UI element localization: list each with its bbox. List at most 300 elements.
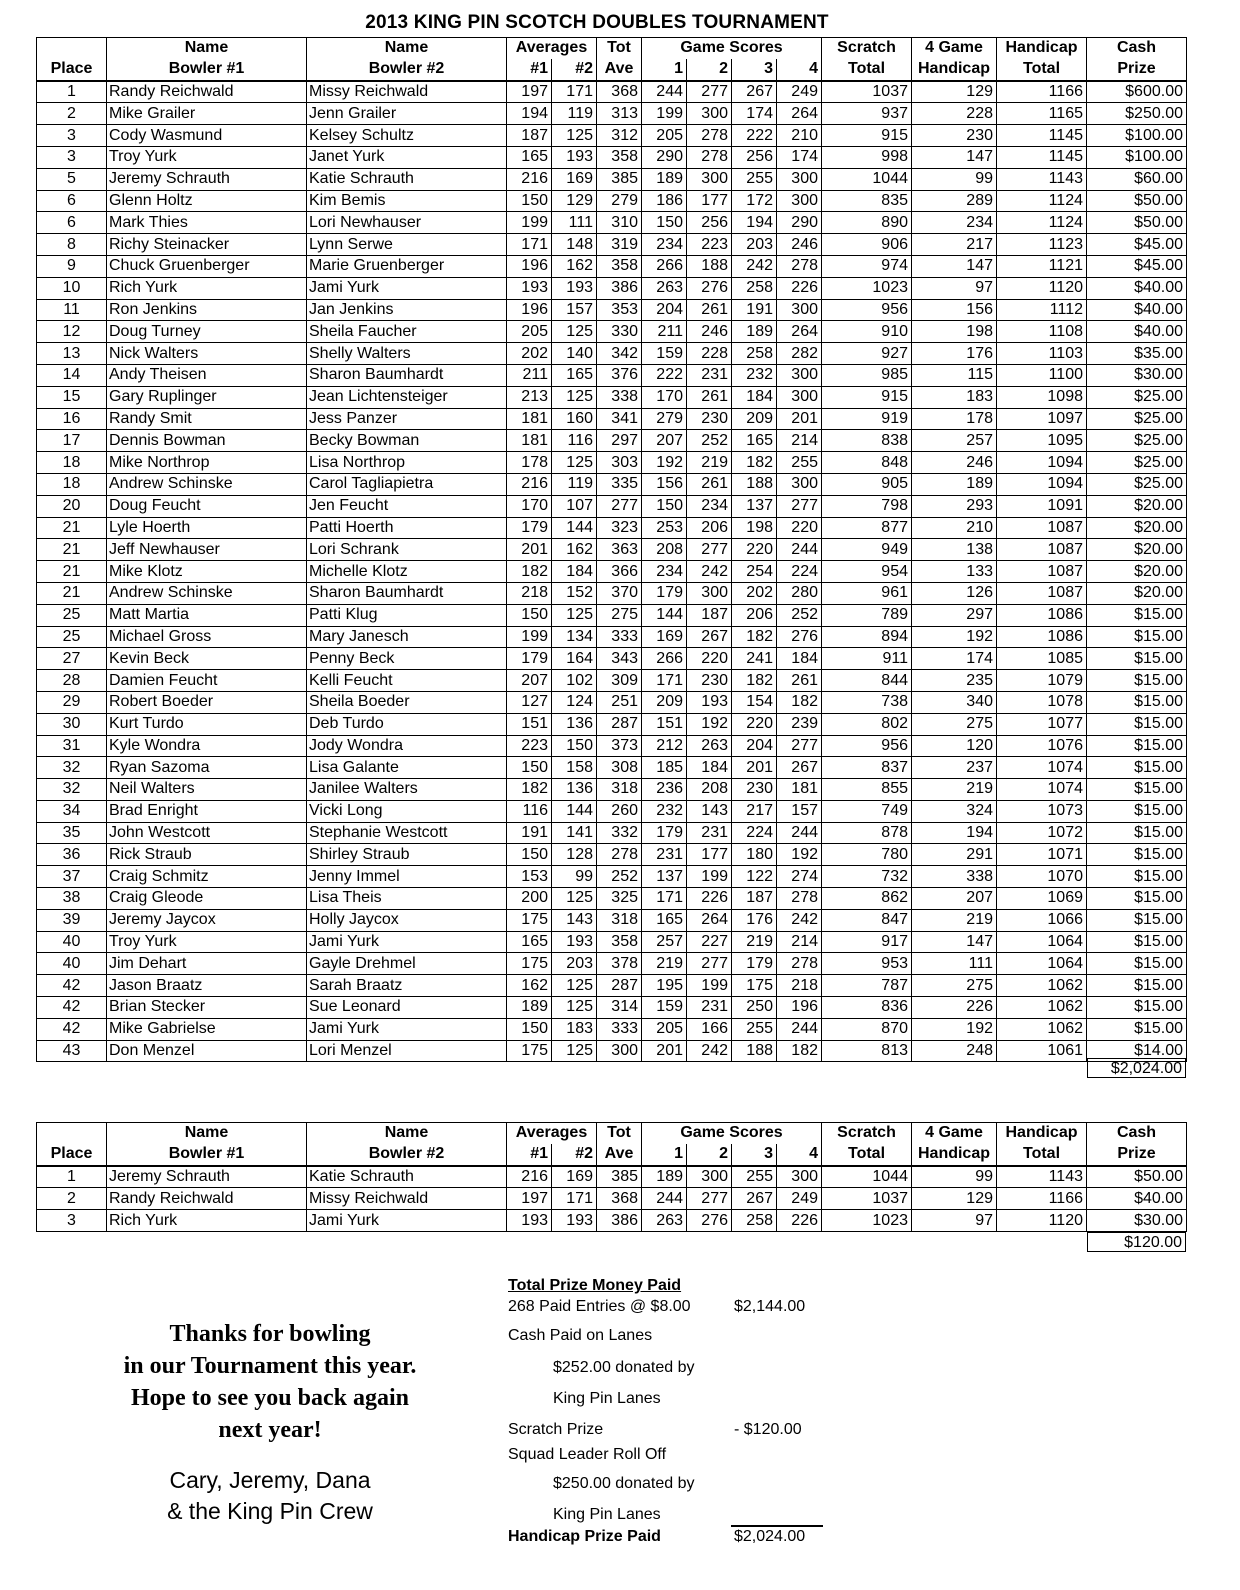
header-averages: Averages <box>507 38 597 59</box>
cell-place: 1 <box>37 81 107 103</box>
cell-bowler1: Jeremy Jaycox <box>107 909 307 931</box>
cell-place: 5 <box>37 168 107 190</box>
cell-tot-ave: 312 <box>597 125 642 147</box>
cell-cash-prize: $15.00 <box>1087 757 1187 779</box>
cell-place: 2 <box>37 103 107 125</box>
cell-handicap-total: 1124 <box>997 212 1087 234</box>
handicap-total-box: $2,024.00 <box>1087 1058 1186 1078</box>
cell-avg2: 125 <box>552 452 597 474</box>
cell-game2: 300 <box>687 1166 732 1188</box>
cell-four-game-handicap: 237 <box>912 757 997 779</box>
cell-game2: 261 <box>687 299 732 321</box>
cell-game3: 198 <box>732 517 777 539</box>
cell-avg2: 99 <box>552 866 597 888</box>
cell-scratch-total: 878 <box>822 822 912 844</box>
header-cash: Cash <box>1087 1123 1187 1144</box>
cell-place: 18 <box>37 473 107 495</box>
cell-scratch-total: 953 <box>822 953 912 975</box>
cell-game3: 188 <box>732 473 777 495</box>
cell-game4: 300 <box>777 1166 822 1188</box>
cell-place: 9 <box>37 255 107 277</box>
cell-avg1: 162 <box>507 975 552 997</box>
cell-avg1: 197 <box>507 81 552 103</box>
table-row <box>37 909 1187 931</box>
cell-handicap-total: 1085 <box>997 648 1087 670</box>
cell-game1: 137 <box>642 866 687 888</box>
cell-avg2: 116 <box>552 430 597 452</box>
cell-game2: 223 <box>687 234 732 256</box>
cell-place: 21 <box>37 517 107 539</box>
cell-bowler1: Rich Yurk <box>107 1210 307 1232</box>
cell-bowler2: Jami Yurk <box>307 277 507 299</box>
cell-game1: 257 <box>642 931 687 953</box>
thanks-line: next year! <box>218 1417 322 1443</box>
cell-avg1: 216 <box>507 1166 552 1188</box>
cell-avg2: 102 <box>552 670 597 692</box>
cell-handicap-total: 1094 <box>997 473 1087 495</box>
cell-scratch-total: 956 <box>822 299 912 321</box>
cell-game3: 201 <box>732 757 777 779</box>
table-row <box>37 1188 1187 1210</box>
cell-bowler1: Jim Dehart <box>107 953 307 975</box>
table-row <box>37 277 1187 299</box>
cell-bowler2: Lori Newhauser <box>307 212 507 234</box>
cell-game4: 282 <box>777 343 822 365</box>
cell-avg2: 158 <box>552 757 597 779</box>
cell-four-game-handicap: 324 <box>912 800 997 822</box>
cell-tot-ave: 277 <box>597 495 642 517</box>
cell-game1: 195 <box>642 975 687 997</box>
cell-game2: 184 <box>687 757 732 779</box>
cell-scratch-total: 1037 <box>822 81 912 103</box>
cell-bowler1: Jeff Newhauser <box>107 539 307 561</box>
cell-avg2: 171 <box>552 81 597 103</box>
cell-game1: 266 <box>642 255 687 277</box>
table-row <box>37 190 1187 212</box>
cell-bowler2: Lori Schrank <box>307 539 507 561</box>
header-prize: Prize <box>1087 59 1187 81</box>
header-avg2: #2 <box>552 1144 597 1166</box>
cell-handicap-total: 1120 <box>997 277 1087 299</box>
cell-bowler1: Cody Wasmund <box>107 125 307 147</box>
cell-scratch-total: 937 <box>822 103 912 125</box>
cell-handicap-total: 1064 <box>997 953 1087 975</box>
table-row <box>37 364 1187 386</box>
summary-handicap-amount: $2,024.00 <box>734 1528 806 1545</box>
cell-bowler2: Jami Yurk <box>307 1210 507 1232</box>
cell-game2: 278 <box>687 146 732 168</box>
cell-scratch-total: 738 <box>822 691 912 713</box>
cell-game1: 205 <box>642 125 687 147</box>
cell-handicap-total: 1098 <box>997 386 1087 408</box>
cell-game1: 263 <box>642 1210 687 1232</box>
cell-cash-prize: $40.00 <box>1087 1188 1187 1210</box>
cell-four-game-handicap: 129 <box>912 1188 997 1210</box>
cell-tot-ave: 385 <box>597 168 642 190</box>
cell-game3: 255 <box>732 1018 777 1040</box>
cell-avg2: 148 <box>552 234 597 256</box>
cell-handicap-total: 1145 <box>997 146 1087 168</box>
cell-scratch-total: 1023 <box>822 1210 912 1232</box>
cell-game3: 220 <box>732 539 777 561</box>
cell-four-game-handicap: 207 <box>912 888 997 910</box>
cell-cash-prize: $50.00 <box>1087 190 1187 212</box>
cell-avg2: 136 <box>552 779 597 801</box>
cell-scratch-total: 906 <box>822 234 912 256</box>
cell-avg1: 153 <box>507 866 552 888</box>
cell-game4: 300 <box>777 386 822 408</box>
table-row <box>37 255 1187 277</box>
cell-bowler1: Troy Yurk <box>107 146 307 168</box>
table-row <box>37 234 1187 256</box>
header-scratch: Scratch <box>822 1123 912 1144</box>
cell-cash-prize: $15.00 <box>1087 626 1187 648</box>
cell-game2: 208 <box>687 779 732 801</box>
cell-cash-prize: $20.00 <box>1087 517 1187 539</box>
cell-game2: 177 <box>687 190 732 212</box>
cell-scratch-total: 836 <box>822 997 912 1019</box>
cell-avg2: 193 <box>552 931 597 953</box>
cell-scratch-total: 911 <box>822 648 912 670</box>
header-handicap-total: Handicap <box>997 1123 1087 1144</box>
cell-scratch-total: 870 <box>822 1018 912 1040</box>
cell-handicap-total: 1073 <box>997 800 1087 822</box>
cell-game3: 222 <box>732 125 777 147</box>
cell-scratch-total: 1044 <box>822 168 912 190</box>
cell-game1: 231 <box>642 844 687 866</box>
summary-scratch-amount: - $120.00 <box>734 1421 802 1438</box>
cell-four-game-handicap: 228 <box>912 103 997 125</box>
cell-handicap-total: 1087 <box>997 561 1087 583</box>
cell-game3: 187 <box>732 888 777 910</box>
cell-game1: 156 <box>642 473 687 495</box>
cell-game4: 278 <box>777 953 822 975</box>
cell-scratch-total: 998 <box>822 146 912 168</box>
cell-game3: 258 <box>732 277 777 299</box>
cell-game2: 192 <box>687 713 732 735</box>
cell-bowler2: Deb Turdo <box>307 713 507 735</box>
cell-place: 15 <box>37 386 107 408</box>
cell-scratch-total: 915 <box>822 125 912 147</box>
cell-four-game-handicap: 234 <box>912 212 997 234</box>
header-name1: Name <box>107 38 307 59</box>
header-scratch: Scratch <box>822 38 912 59</box>
cell-scratch-total: 787 <box>822 975 912 997</box>
cell-game2: 230 <box>687 408 732 430</box>
cell-game2: 300 <box>687 168 732 190</box>
cell-place: 25 <box>37 626 107 648</box>
header-cash: Cash <box>1087 38 1187 59</box>
header-avg1: #1 <box>507 1144 552 1166</box>
cell-game1: 179 <box>642 822 687 844</box>
table-row <box>37 626 1187 648</box>
cell-game4: 278 <box>777 255 822 277</box>
cell-scratch-total: 813 <box>822 1040 912 1062</box>
cell-game2: 276 <box>687 1210 732 1232</box>
cell-bowler1: Dennis Bowman <box>107 430 307 452</box>
cell-game3: 184 <box>732 386 777 408</box>
cell-tot-ave: 300 <box>597 1040 642 1062</box>
scratch-total-box: $120.00 <box>1087 1232 1186 1252</box>
cell-game2: 231 <box>687 997 732 1019</box>
cell-scratch-total: 917 <box>822 931 912 953</box>
cell-place: 13 <box>37 343 107 365</box>
cell-game2: 188 <box>687 255 732 277</box>
cell-tot-ave: 318 <box>597 909 642 931</box>
cell-scratch-total: 780 <box>822 844 912 866</box>
cell-scratch-total: 1023 <box>822 277 912 299</box>
cell-game4: 264 <box>777 321 822 343</box>
cell-avg1: 196 <box>507 255 552 277</box>
cell-game2: 256 <box>687 212 732 234</box>
cell-game3: 255 <box>732 1166 777 1188</box>
cell-avg2: 107 <box>552 495 597 517</box>
cell-tot-ave: 310 <box>597 212 642 234</box>
cell-scratch-total: 855 <box>822 779 912 801</box>
cell-game2: 277 <box>687 953 732 975</box>
cell-tot-ave: 333 <box>597 626 642 648</box>
cell-tot-ave: 251 <box>597 691 642 713</box>
cell-handicap-total: 1143 <box>997 168 1087 190</box>
table-row <box>37 408 1187 430</box>
cell-cash-prize: $100.00 <box>1087 146 1187 168</box>
table-row <box>37 822 1187 844</box>
cell-game3: 256 <box>732 146 777 168</box>
summary-donor-1: King Pin Lanes <box>553 1390 661 1407</box>
cell-handicap-total: 1108 <box>997 321 1087 343</box>
cell-game2: 234 <box>687 495 732 517</box>
cell-four-game-handicap: 174 <box>912 648 997 670</box>
cell-game3: 182 <box>732 670 777 692</box>
header-total: Total <box>997 1144 1087 1166</box>
cell-avg2: 183 <box>552 1018 597 1040</box>
cell-place: 31 <box>37 735 107 757</box>
cell-bowler2: Lisa Theis <box>307 888 507 910</box>
cell-tot-ave: 368 <box>597 81 642 103</box>
cell-tot-ave: 318 <box>597 779 642 801</box>
cell-avg1: 150 <box>507 1018 552 1040</box>
cell-four-game-handicap: 189 <box>912 473 997 495</box>
table-row <box>37 866 1187 888</box>
cell-game2: 166 <box>687 1018 732 1040</box>
cell-tot-ave: 260 <box>597 800 642 822</box>
cell-avg1: 179 <box>507 517 552 539</box>
cell-cash-prize: $35.00 <box>1087 343 1187 365</box>
cell-bowler2: Stephanie Westcott <box>307 822 507 844</box>
table-row <box>37 670 1187 692</box>
cell-four-game-handicap: 275 <box>912 975 997 997</box>
cell-cash-prize: $20.00 <box>1087 561 1187 583</box>
cell-handicap-total: 1100 <box>997 364 1087 386</box>
header-bowler1: Bowler #1 <box>107 1144 307 1166</box>
cell-place: 29 <box>37 691 107 713</box>
cell-tot-ave: 353 <box>597 299 642 321</box>
cell-game4: 274 <box>777 866 822 888</box>
cell-bowler2: Kelli Feucht <box>307 670 507 692</box>
header-bowler2: Bowler #2 <box>307 59 507 81</box>
cell-place: 1 <box>37 1166 107 1188</box>
cell-bowler2: Sheila Boeder <box>307 691 507 713</box>
cell-bowler2: Sarah Braatz <box>307 975 507 997</box>
cell-four-game-handicap: 156 <box>912 299 997 321</box>
cell-handicap-total: 1166 <box>997 1188 1087 1210</box>
cell-game1: 192 <box>642 452 687 474</box>
cell-place: 18 <box>37 452 107 474</box>
header-name2: Name <box>307 38 507 59</box>
cell-bowler1: Neil Walters <box>107 779 307 801</box>
cell-game3: 258 <box>732 1210 777 1232</box>
cell-bowler1: Kyle Wondra <box>107 735 307 757</box>
cell-game1: 205 <box>642 1018 687 1040</box>
cell-bowler1: Andy Theisen <box>107 364 307 386</box>
cell-tot-ave: 279 <box>597 190 642 212</box>
cell-tot-ave: 342 <box>597 343 642 365</box>
table-row <box>37 800 1187 822</box>
cell-cash-prize: $45.00 <box>1087 234 1187 256</box>
cell-place: 3 <box>37 125 107 147</box>
cell-handicap-total: 1062 <box>997 1018 1087 1040</box>
cell-four-game-handicap: 192 <box>912 626 997 648</box>
cell-handicap-total: 1074 <box>997 779 1087 801</box>
cell-avg1: 187 <box>507 125 552 147</box>
cell-game3: 224 <box>732 822 777 844</box>
cell-avg2: 119 <box>552 103 597 125</box>
cell-tot-ave: 314 <box>597 997 642 1019</box>
cell-avg2: 164 <box>552 648 597 670</box>
cell-bowler2: Shelly Walters <box>307 343 507 365</box>
cell-avg1: 199 <box>507 212 552 234</box>
cell-scratch-total: 838 <box>822 430 912 452</box>
cell-bowler2: Jenn Grailer <box>307 103 507 125</box>
cell-game1: 219 <box>642 953 687 975</box>
header-total: Total <box>997 59 1087 81</box>
cell-game2: 187 <box>687 604 732 626</box>
cell-handicap-total: 1123 <box>997 234 1087 256</box>
cell-game2: 143 <box>687 800 732 822</box>
cell-scratch-total: 802 <box>822 713 912 735</box>
crew-line: Cary, Jeremy, Dana <box>169 1467 371 1493</box>
cell-four-game-handicap: 275 <box>912 713 997 735</box>
cell-tot-ave: 309 <box>597 670 642 692</box>
cell-four-game-handicap: 97 <box>912 277 997 299</box>
cell-avg1: 150 <box>507 190 552 212</box>
header-game1: 1 <box>642 1144 687 1166</box>
cell-game1: 244 <box>642 81 687 103</box>
cell-bowler1: Ryan Sazoma <box>107 757 307 779</box>
cell-place: 42 <box>37 1018 107 1040</box>
cell-cash-prize: $15.00 <box>1087 735 1187 757</box>
header-game-scores: Game Scores <box>642 1123 822 1144</box>
cell-bowler2: Holly Jaycox <box>307 909 507 931</box>
cell-bowler2: Penny Beck <box>307 648 507 670</box>
cell-game1: 234 <box>642 561 687 583</box>
cell-bowler2: Jan Jenkins <box>307 299 507 321</box>
header-avg2: #2 <box>552 59 597 81</box>
cell-avg1: 175 <box>507 1040 552 1062</box>
summary-entries: 268 Paid Entries @ $8.00 <box>508 1298 691 1315</box>
cell-place: 12 <box>37 321 107 343</box>
cell-game3: 172 <box>732 190 777 212</box>
cell-game3: 267 <box>732 1188 777 1210</box>
cell-game4: 300 <box>777 473 822 495</box>
header-row-2 <box>37 1144 1187 1166</box>
cell-game1: 170 <box>642 386 687 408</box>
cell-game2: 267 <box>687 626 732 648</box>
cell-game4: 220 <box>777 517 822 539</box>
table-row <box>37 452 1187 474</box>
cell-game1: 171 <box>642 670 687 692</box>
cell-four-game-handicap: 226 <box>912 997 997 1019</box>
cell-bowler1: Gary Ruplinger <box>107 386 307 408</box>
header-scratch-total: Total <box>822 1144 912 1166</box>
cell-place: 34 <box>37 800 107 822</box>
cell-place: 21 <box>37 561 107 583</box>
cell-scratch-total: 1037 <box>822 1188 912 1210</box>
cell-game3: 122 <box>732 866 777 888</box>
summary-entries-amount: $2,144.00 <box>734 1298 806 1315</box>
header-ave: Ave <box>597 1144 642 1166</box>
cell-game2: 206 <box>687 517 732 539</box>
cell-tot-ave: 343 <box>597 648 642 670</box>
cell-avg1: 193 <box>507 1210 552 1232</box>
cell-avg1: 150 <box>507 604 552 626</box>
table-row <box>37 212 1187 234</box>
header-row-1 <box>37 38 1187 59</box>
cell-avg1: 182 <box>507 561 552 583</box>
cell-cash-prize: $15.00 <box>1087 844 1187 866</box>
cell-game1: 159 <box>642 343 687 365</box>
cell-game2: 300 <box>687 582 732 604</box>
cell-cash-prize: $40.00 <box>1087 321 1187 343</box>
header-place <box>37 1123 107 1144</box>
table-row <box>37 713 1187 735</box>
cell-avg1: 213 <box>507 386 552 408</box>
cell-place: 39 <box>37 909 107 931</box>
cell-game1: 171 <box>642 888 687 910</box>
cell-game3: 191 <box>732 299 777 321</box>
table-row <box>37 1018 1187 1040</box>
cell-bowler1: Brad Enright <box>107 800 307 822</box>
cell-bowler1: Mike Gabrielse <box>107 1018 307 1040</box>
cell-game4: 242 <box>777 909 822 931</box>
thanks-line: Thanks for bowling <box>169 1321 371 1347</box>
cell-avg1: 199 <box>507 626 552 648</box>
cell-tot-ave: 308 <box>597 757 642 779</box>
cell-handicap-total: 1091 <box>997 495 1087 517</box>
cell-tot-ave: 325 <box>597 888 642 910</box>
cell-game2: 219 <box>687 452 732 474</box>
cell-game3: 267 <box>732 81 777 103</box>
crew-signature <box>120 1465 420 1527</box>
header-handicap: Handicap <box>912 1144 997 1166</box>
cell-game3: 180 <box>732 844 777 866</box>
cell-game4: 290 <box>777 212 822 234</box>
cell-game3: 217 <box>732 800 777 822</box>
cell-game1: 186 <box>642 190 687 212</box>
cell-game3: 194 <box>732 212 777 234</box>
cell-bowler2: Kim Bemis <box>307 190 507 212</box>
cell-cash-prize: $25.00 <box>1087 430 1187 452</box>
cell-game2: 261 <box>687 386 732 408</box>
table-row <box>37 582 1187 604</box>
cell-scratch-total: 956 <box>822 735 912 757</box>
header-tot: Tot <box>597 1123 642 1144</box>
cell-cash-prize: $15.00 <box>1087 1018 1187 1040</box>
cell-game4: 278 <box>777 888 822 910</box>
cell-scratch-total: 915 <box>822 386 912 408</box>
cell-cash-prize: $15.00 <box>1087 909 1187 931</box>
cell-handicap-total: 1165 <box>997 103 1087 125</box>
